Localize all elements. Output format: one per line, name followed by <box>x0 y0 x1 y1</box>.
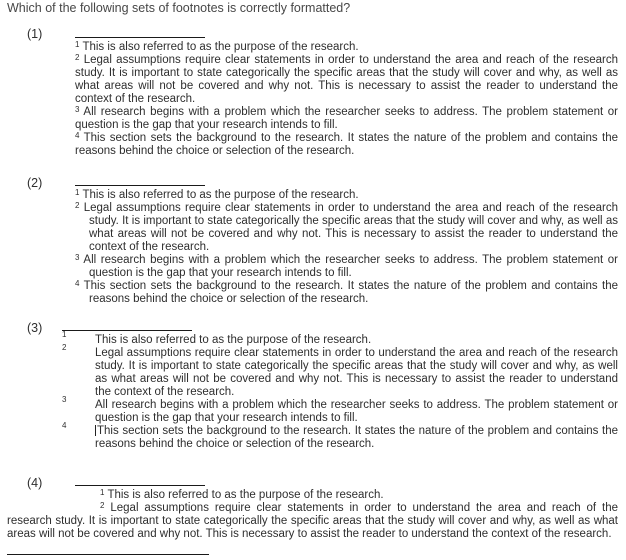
footnote-text: This is also referred to as the purpose of the research. <box>82 189 359 201</box>
footnote-text: Legal assumptions require clear statements in order to understand the area and reach of the research study. It is important to state categorically the specific areas that the study will cover and why, as well as what areas will not be covered and why not. This is necessary to assist the reader to understand the context of the research. <box>95 347 618 398</box>
footnote-item: 2 Legal assumptions require clear statements in order to understand the area and reach of the research study. It is important to state categorically the specific areas that the study will cover and why, as well as what areas will not be covered and why not. This is necessary to assist the reader to understand the context of the research. <box>62 343 618 398</box>
footnote-number: 1 <box>100 487 105 497</box>
footnote-item <box>75 254 618 280</box>
footnote-text: All research begins with a problem which the researcher seeks to address. The problem statement or question is the gap that your research intends to fill. <box>95 399 618 424</box>
footnote-number: 3 <box>75 104 80 114</box>
option-1-footnote-set <box>75 37 618 158</box>
option-4-label: (4) <box>27 476 43 490</box>
footnote-item <box>75 54 618 106</box>
footnote-item: 1 This is also referred to as the purpose of the research. <box>62 330 372 346</box>
footnote-separator-line <box>62 330 192 331</box>
footnote-number: 2 <box>75 52 80 62</box>
option-4-footnote-set <box>7 485 618 541</box>
footnote-item <box>7 489 618 502</box>
option-1-label: (1) <box>27 27 43 41</box>
footnote-text: Legal assumptions require clear statements in order to understand the area and reach of the research study. It is important to state categorically the specific areas that the study will cover and why, as well as what areas will not be covered and why not. This is necessary to assist the reader to understand the context of the research. <box>83 202 618 253</box>
footnote-separator-line <box>7 554 209 555</box>
footnote-text: This is also referred to as the purpose of the research. <box>107 489 384 501</box>
footnote-item: 4 This section sets the background to the research. It states the nature of the problem and contains the reasons behind the choice or selection of the research. <box>62 421 618 450</box>
option-2-label: (2) <box>27 176 43 190</box>
footnote-number: 4 <box>75 278 80 288</box>
footnote-item: 3 All research begins with a problem which the researcher seeks to address. The problem statement or question is the gap that your research intends to fill. <box>62 395 618 424</box>
footnote-text: This section sets the background to the research. It states the nature of the problem and contains the reasons behind the choice or selection of the research. <box>75 132 618 157</box>
footnote-number: 1 <box>75 187 80 197</box>
footnote-text: This is also referred to as the purpose of the research. <box>95 334 372 346</box>
footnote-item <box>75 106 618 132</box>
footnote-number: 3 <box>75 252 80 262</box>
footnote-text: Legal assumptions require clear statements in order to understand the area and reach of the research study. It is important to state categorically the specific areas that the study will cover and why, as well as what areas will not be covered and why not. This is necessary to assist the reader to understand the context of the research. <box>7 502 618 540</box>
footnote-text: All research begins with a problem which the researcher seeks to address. The problem statement or question is the gap that your research intends to fill. <box>83 254 618 279</box>
footnote-number: 2 <box>75 200 80 210</box>
footnote-text: This section sets the background to the research. It states the nature of the problem and contains the reasons behind the choice or selection of the research. <box>95 425 618 450</box>
footnote-separator-line <box>75 185 205 186</box>
option-3-label: (3) <box>27 321 43 335</box>
footnote-text: This is also referred to as the purpose of the research. <box>82 41 359 53</box>
footnote-item <box>7 502 618 541</box>
footnote-number: 2 <box>100 500 105 510</box>
footnote-item <box>75 189 618 202</box>
footnote-item <box>75 202 618 254</box>
footnote-item <box>75 41 618 54</box>
question-title: Which of the following sets of footnotes is correctly formatted? <box>7 1 351 15</box>
footnote-separator-line <box>75 37 205 38</box>
footnote-text: This section sets the background to the research. It states the nature of the problem and contains the reasons behind the choice or selection of the research. <box>83 280 618 305</box>
footnote-number: 4 <box>75 130 80 140</box>
option-2-footnote-set <box>75 185 618 306</box>
footnote-text: Legal assumptions require clear statements in order to understand the area and reach of the research study. It is important to state categorically the specific areas that the study will cover and why, as well as what areas will not be covered and why not. This is necessary to assist the reader to understand the context of the research. <box>75 54 618 105</box>
footnote-item <box>75 132 618 158</box>
footnote-text: All research begins with a problem which the researcher seeks to address. The problem statement or question is the gap that your research intends to fill. <box>75 106 618 131</box>
text-cursor <box>95 425 96 436</box>
footnote-item <box>75 280 618 306</box>
option-3-footnote-set <box>62 330 618 451</box>
footnote-number: 1 <box>75 39 80 49</box>
footnote-separator-line <box>75 485 205 486</box>
